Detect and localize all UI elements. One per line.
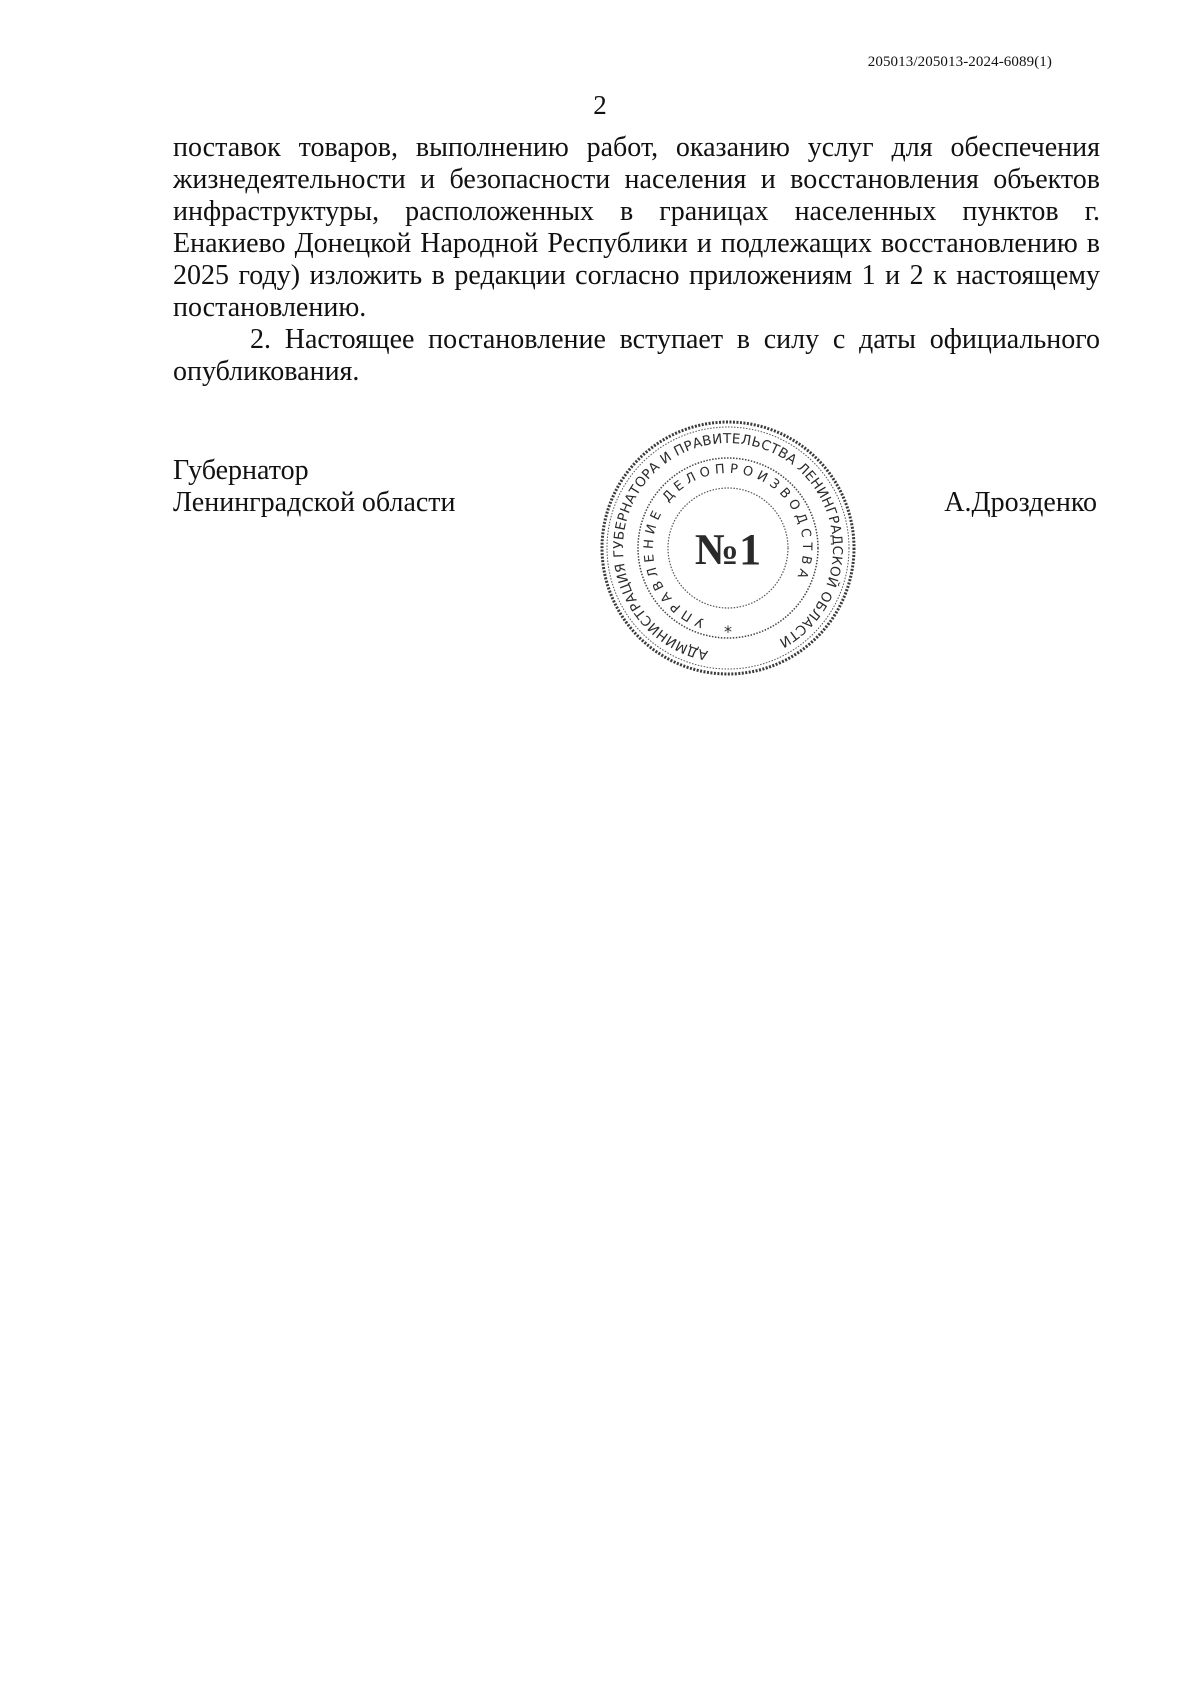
stamp-outer-text: АДМИНИСТРАЦИЯ ГУБЕРНАТОРА И ПРАВИТЕЛЬСТВА ЛЕНИНГРАДСКОЙ ОБЛАСТИ: [610, 430, 846, 663]
paragraph-2: 2. Настоящее постановление вступает в силу с даты официального опубликования.: [173, 324, 1100, 387]
stamp-center-number: №1: [694, 525, 762, 574]
signer-position-line-2: Ленинградской области: [173, 487, 456, 518]
signer-position-line-1: Губернатор: [173, 455, 309, 486]
document-body: [173, 132, 1100, 388]
stamp-inner-text: УПРАВЛЕНИЕ ДЕЛОПРОИЗВОДСТВА: [641, 461, 815, 630]
stamp-star: *: [724, 622, 732, 641]
signer-name: А.Дрозденко: [944, 487, 1097, 518]
signer-position: [173, 455, 456, 519]
page-number: 2: [593, 90, 607, 120]
official-stamp: [598, 418, 858, 678]
document-number: 205013/205013-2024-6089(1): [867, 54, 1052, 70]
paragraph-1: поставок товаров, выполнению работ, оказанию услуг для обеспечения жизнедеятельности и безопасности населения и восстановления объектов инфраструктуры, расположенных в границах населенных пунктов г. Енакиево Донецкой Народной Республики и подлежащих восстановлению в 2025 году) изложить в редакции согласно приложениям 1 и 2 к настоящему постановлению.: [173, 132, 1100, 323]
